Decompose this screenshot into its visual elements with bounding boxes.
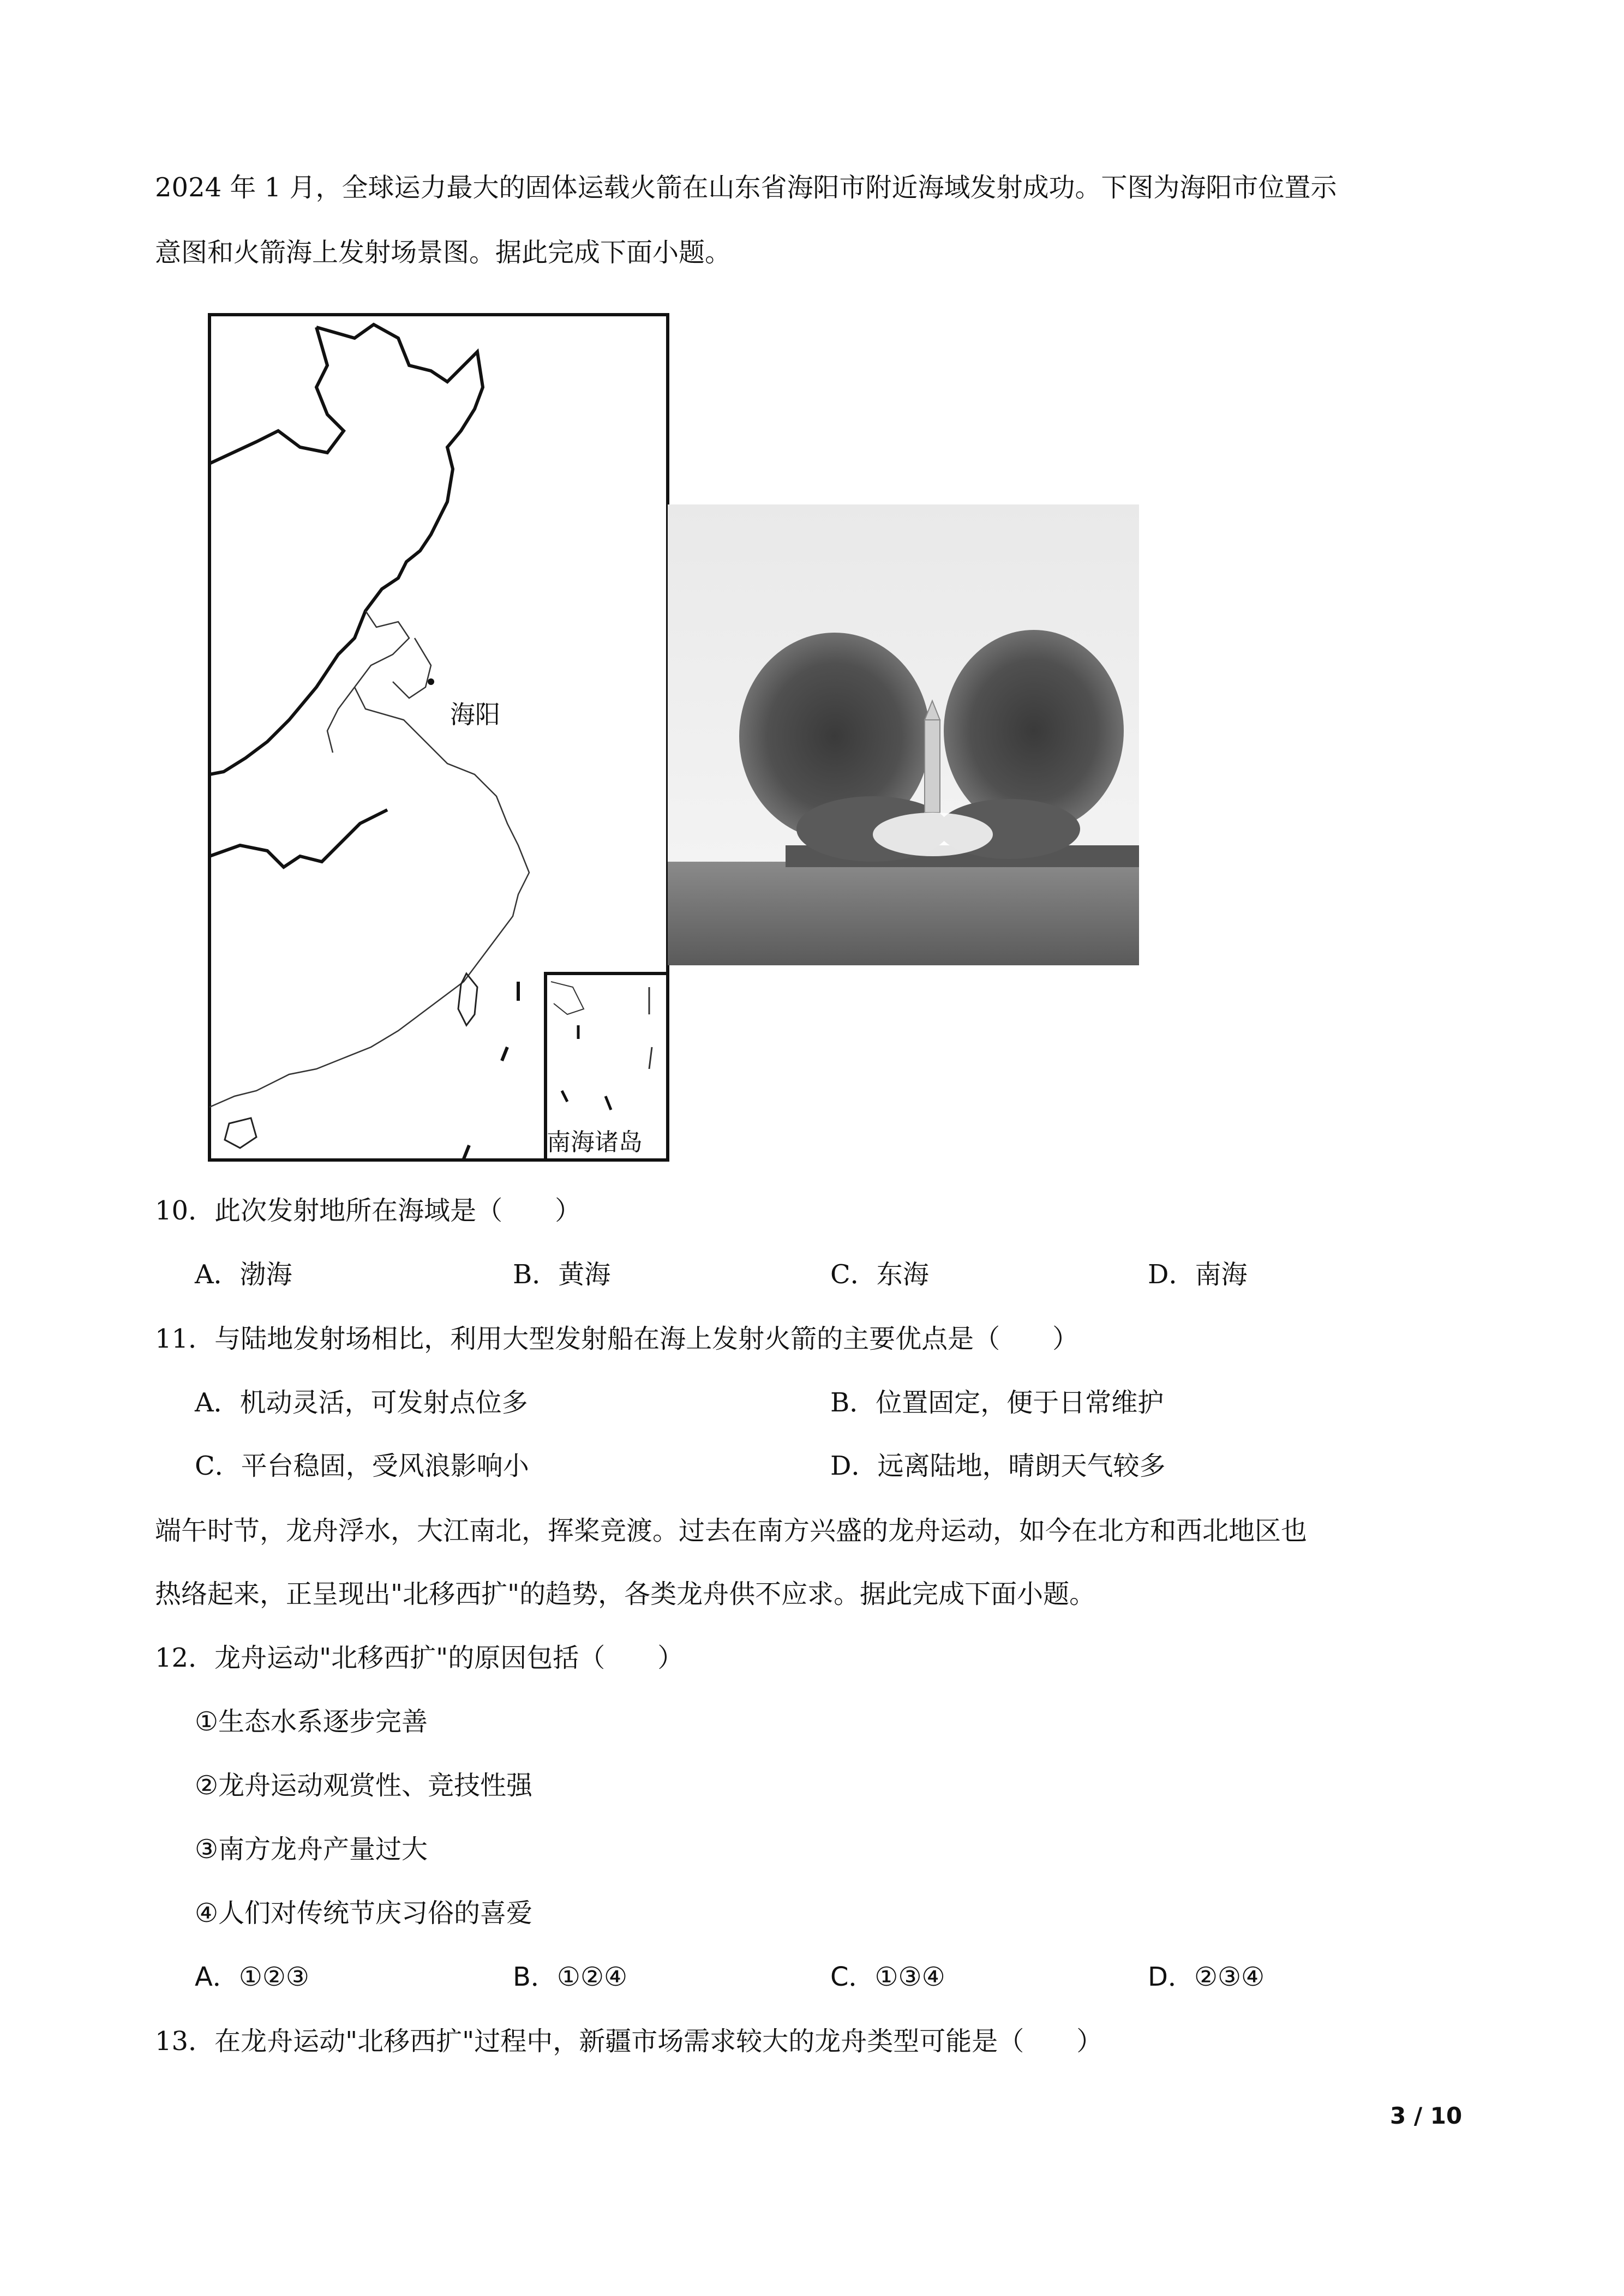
intro-line-2: 意图和火箭海上发射场景图。据此完成下面小题。	[155, 237, 732, 268]
q12-stem: 12．龙舟运动"北移西扩"的原因包括（ ）	[155, 1643, 684, 1673]
q12-option-d[interactable]: D．②③④	[1148, 1962, 1265, 1992]
figure	[191, 305, 1146, 1164]
q10-option-a[interactable]: A．渤海	[195, 1259, 292, 1290]
q10-option-d[interactable]: D．南海	[1148, 1259, 1248, 1290]
q10-option-b[interactable]: B．黄海	[513, 1259, 611, 1290]
q11-option-b[interactable]: B．位置固定，便于日常维护	[830, 1387, 1164, 1418]
q12-option-a[interactable]: A．①②③	[195, 1962, 309, 1992]
q10-stem: 10．此次发射地所在海域是（ ）	[155, 1195, 582, 1226]
q12-statement-3: ③南方龙舟产量过大	[195, 1834, 428, 1865]
map-label-haiyang: 海阳	[450, 700, 500, 729]
haiyang-marker	[428, 678, 434, 685]
figure-svg	[191, 305, 1146, 1162]
q13-stem: 13．在龙舟运动"北移西扩"过程中，新疆市场需求较大的龙舟类型可能是（ ）	[155, 2026, 1103, 2057]
q11-option-a[interactable]: A．机动灵活，可发射点位多	[195, 1387, 528, 1418]
q11-stem: 11．与陆地发射场相比，利用大型发射船在海上发射火箭的主要优点是（ ）	[155, 1324, 1079, 1354]
q10-option-c[interactable]: C．东海	[830, 1259, 929, 1290]
q12-option-c[interactable]: C．①③④	[830, 1962, 945, 1992]
q12-statement-1: ①生态水系逐步完善	[195, 1706, 428, 1737]
launch-photo	[668, 504, 1139, 965]
q12-option-b[interactable]: B．①②④	[513, 1962, 628, 1992]
intro2-line-2: 热络起来，正呈现出"北移西扩"的趋势，各类龙舟供不应求。据此完成下面小题。	[155, 1579, 1096, 1609]
q12-statement-4: ④人们对传统节庆习俗的喜爱	[195, 1898, 533, 1928]
q11-option-d[interactable]: D．远离陆地，晴朗天气较多	[830, 1451, 1166, 1481]
page-number: 3 / 10	[1390, 2102, 1463, 2129]
q11-option-c[interactable]: C．平台稳固，受风浪影响小	[195, 1451, 529, 1481]
q12-statement-2: ②龙舟运动观赏性、竞技性强	[195, 1770, 533, 1801]
inset-label: 南海诸岛	[547, 1128, 643, 1156]
intro2-line-1: 端午时节，龙舟浮水，大江南北，挥桨竞渡。过去在南方兴盛的龙舟运动，如今在北方和西北地区也	[155, 1516, 1308, 1546]
intro-line-1: 2024 年 1 月，全球运力最大的固体运载火箭在山东省海阳市附近海域发射成功。下图为海阳市位置示	[155, 172, 1337, 203]
